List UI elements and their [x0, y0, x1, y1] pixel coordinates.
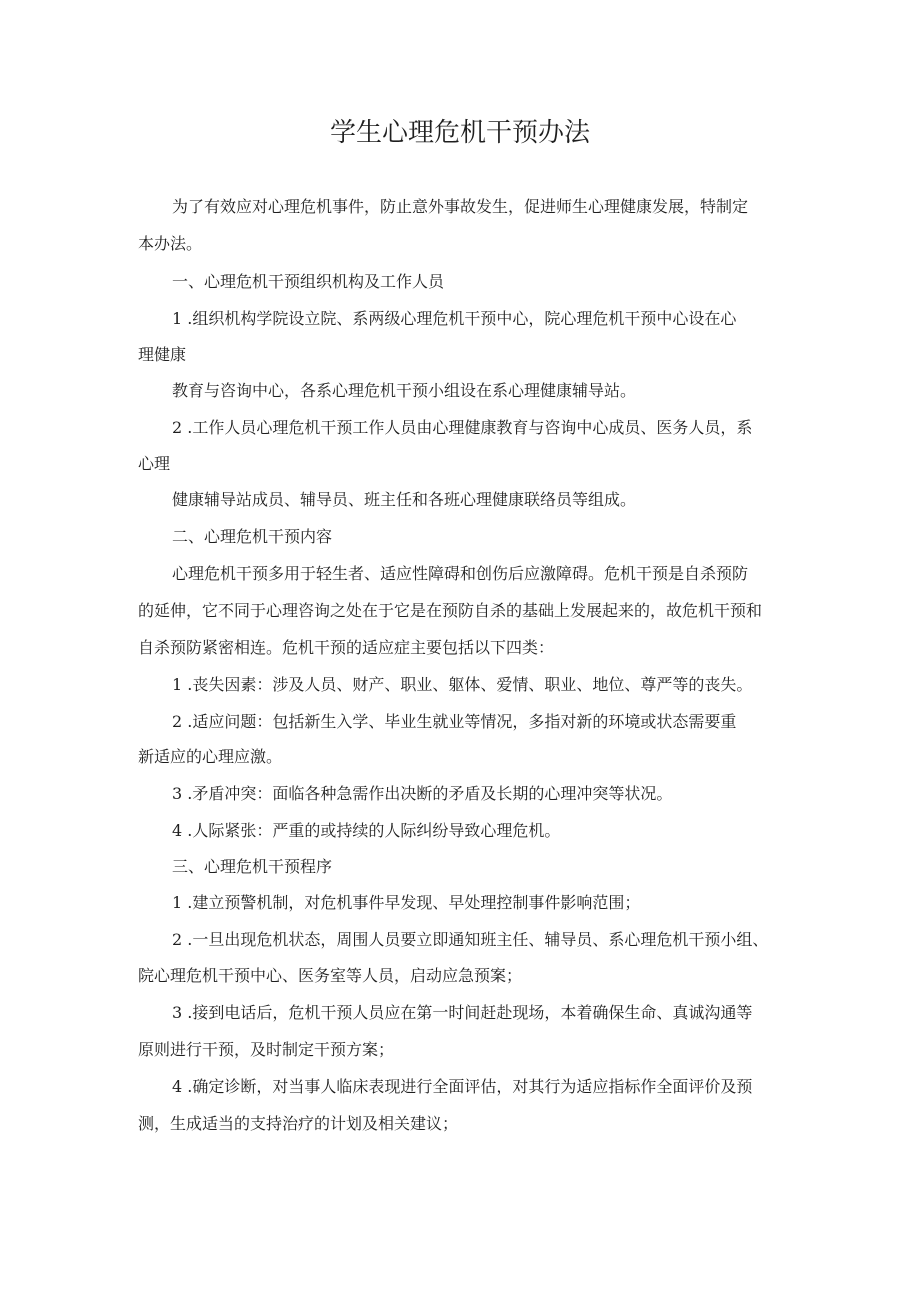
paragraph-line: 2 .一旦出现危机状态，周围人员要立即通知班主任、辅导员、系心理危机干预小组、 — [172, 930, 769, 949]
paragraph-line: 3 .矛盾冲突：面临各种急需作出决断的矛盾及长期的心理冲突等状况。 — [172, 784, 673, 803]
paragraph-line: 4 .人际紧张：严重的或持续的人际纠纷导致心理危机。 — [172, 821, 561, 840]
paragraph-line: 1 .建立预警机制，对危机事件早发现、早处理控制事件影响范围； — [172, 893, 641, 912]
paragraph-line: 1 .丧失因素：涉及人员、财产、职业、躯体、爱情、职业、地位、尊严等的丧失。 — [172, 675, 753, 694]
paragraph-line: 健康辅导站成员、辅导员、班主任和各班心理健康联络员等组成。 — [172, 490, 637, 509]
paragraph-line: 2 .工作人员心理危机干预工作人员由心理健康教育与咨询中心成员、医务人员，系 — [172, 418, 753, 437]
paragraph-line: 本办法。 — [138, 234, 203, 253]
paragraph-line: 心理危机干预多用于轻生者、适应性障碍和创伤后应激障碍。危机干预是自杀预防 — [172, 564, 749, 583]
section-heading: 一、心理危机干预组织机构及工作人员 — [172, 272, 445, 291]
document-title: 学生心理危机干预办法 — [329, 118, 590, 148]
section-heading: 二、心理危机干预内容 — [172, 527, 333, 546]
paragraph-line: 自杀预防紧密相连。危机干预的适应症主要包括以下四类： — [138, 638, 555, 657]
paragraph-line: 原则进行干预，及时制定干预方案； — [138, 1040, 395, 1059]
paragraph-line: 为了有效应对心理危机事件，防止意外事故发生，促进师生心理健康发展，特制定 — [172, 197, 749, 216]
paragraph-line: 测，生成适当的支持治疗的计划及相关建议； — [138, 1114, 459, 1133]
paragraph-line: 4 .确定诊断，对当事人临床表现进行全面评估，对其行为适应指标作全面评价及预 — [172, 1077, 753, 1096]
paragraph-line: 心理 — [138, 454, 171, 473]
paragraph-line: 理健康 — [138, 345, 187, 364]
paragraph-line: 2 .适应问题：包括新生入学、毕业生就业等情况，多指对新的环境或状态需要重 — [172, 712, 737, 731]
paragraph-line: 教育与咨询中心，各系心理危机干预小组设在系心理健康辅导站。 — [172, 381, 637, 400]
paragraph-line: 的延伸，它不同于心理咨询之处在于它是在预防自杀的基础上发展起来的，故危机干预和 — [138, 601, 763, 620]
paragraph-line: 院心理危机干预中心、医务室等人员，启动应急预案； — [138, 966, 523, 985]
paragraph-line: 1 .组织机构学院设立院、系两级心理危机干预中心，院心理危机干预中心设在心 — [172, 309, 737, 328]
paragraph-line: 3 .接到电话后，危机干预人员应在第一时间赶赴现场，本着确保生命、真诚沟通等 — [172, 1003, 753, 1022]
section-heading: 三、心理危机干预程序 — [172, 857, 333, 876]
paragraph-line: 新适应的心理应激。 — [138, 747, 283, 766]
